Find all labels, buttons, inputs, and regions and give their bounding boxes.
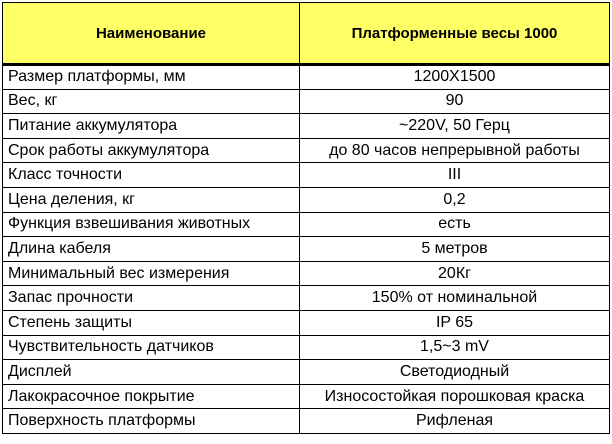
table-row — [3, 286, 610, 311]
row-name-cell: Функция взвешивания животных — [3, 212, 300, 237]
row-value-cell: 1200Х1500 — [300, 65, 610, 90]
row-name-cell: Степень защиты — [3, 310, 300, 335]
table-row — [3, 163, 610, 188]
row-value-cell: Рифленая — [300, 409, 610, 434]
row-value-cell: 150% от номинальной — [300, 286, 610, 311]
row-value-cell: ~220V, 50 Герц — [300, 114, 610, 139]
row-value-cell: 0,2 — [300, 187, 610, 212]
table-row — [3, 310, 610, 335]
row-value-cell: 20Кг — [300, 261, 610, 286]
row-value-cell: 5 метров — [300, 237, 610, 262]
row-value-cell: 90 — [300, 89, 610, 114]
row-name-cell: Срок работы аккумулятора — [3, 138, 300, 163]
table-row — [3, 261, 610, 286]
table-row — [3, 237, 610, 262]
row-name-cell: Лакокрасочное покрытие — [3, 384, 300, 409]
row-value-cell: III — [300, 163, 610, 188]
row-name-cell: Дисплей — [3, 360, 300, 385]
table-row — [3, 409, 610, 434]
row-value-cell: до 80 часов непрерывной работы — [300, 138, 610, 163]
row-value-cell: Светодиодный — [300, 360, 610, 385]
table-row — [3, 360, 610, 385]
row-name-cell: Запас прочности — [3, 286, 300, 311]
spec-table-container — [2, 2, 610, 434]
row-name-cell: Вес, кг — [3, 89, 300, 114]
row-name-cell: Чувствительность датчиков — [3, 335, 300, 360]
table-row — [3, 138, 610, 163]
table-row — [3, 89, 610, 114]
table-row — [3, 114, 610, 139]
row-name-cell: Размер платформы, мм — [3, 65, 300, 90]
row-value-cell: 1,5~3 mV — [300, 335, 610, 360]
header-name-cell: Наименование — [3, 3, 300, 65]
row-name-cell: Поверхность платформы — [3, 409, 300, 434]
table-row — [3, 187, 610, 212]
row-value-cell: Износостойкая порошковая краска — [300, 384, 610, 409]
row-name-cell: Длина кабеля — [3, 237, 300, 262]
row-name-cell: Питание аккумулятора — [3, 114, 300, 139]
spec-table — [2, 2, 610, 434]
table-row — [3, 335, 610, 360]
table-row — [3, 212, 610, 237]
header-row — [3, 3, 610, 65]
table-row — [3, 65, 610, 90]
row-value-cell: есть — [300, 212, 610, 237]
header-value-cell: Платформенные весы 1000 — [300, 3, 610, 65]
row-name-cell: Класс точности — [3, 163, 300, 188]
table-row — [3, 384, 610, 409]
row-name-cell: Минимальный вес измерения — [3, 261, 300, 286]
row-value-cell: IP 65 — [300, 310, 610, 335]
row-name-cell: Цена деления, кг — [3, 187, 300, 212]
